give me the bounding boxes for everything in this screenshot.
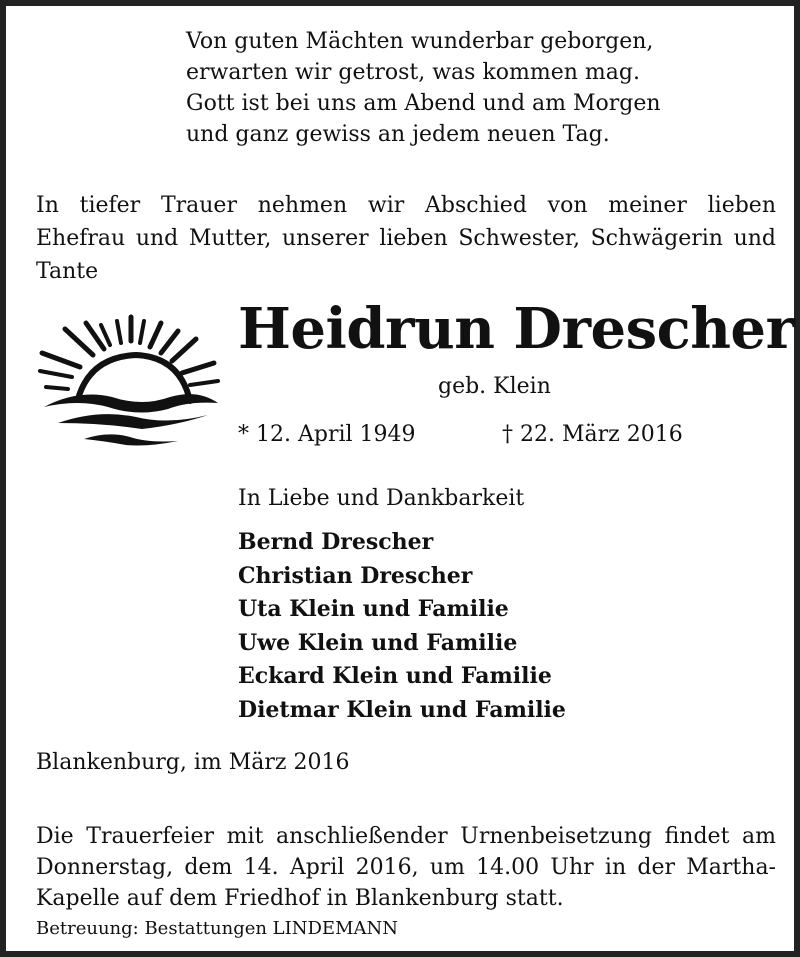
intro-text bbox=[36, 189, 776, 288]
mourner: Eckard Klein und Familie bbox=[238, 663, 552, 689]
mourner: Uwe Klein und Familie bbox=[238, 629, 518, 656]
poem-line: Gott ist bei uns am Abend und am Morgen bbox=[186, 91, 661, 116]
poem-line: erwarten wir getrost, was kommen mag. bbox=[186, 60, 640, 85]
poem-line: und ganz gewiss an jedem neuen Tag. bbox=[186, 122, 610, 147]
funeral-service-text bbox=[36, 821, 776, 914]
intro-line: Tante bbox=[36, 259, 99, 284]
service-line: Die Trauerfeier mit anschließender Urnenbeisetzung findet am bbox=[36, 824, 776, 849]
maiden-name: geb. Klein bbox=[438, 374, 551, 399]
place-and-date: Blankenburg, im März 2016 bbox=[36, 750, 350, 775]
poem bbox=[186, 26, 661, 150]
mourner: Christian Drescher bbox=[238, 562, 473, 589]
death-date: † 22. März 2016 bbox=[502, 422, 683, 447]
deceased-name: Heidrun Drescher bbox=[238, 296, 795, 362]
birth-date: * 12. April 1949 bbox=[238, 422, 416, 447]
love-line: In Liebe und Dankbarkeit bbox=[238, 486, 525, 511]
mourner: Dietmar Klein und Familie bbox=[238, 696, 566, 723]
intro-line: Ehefrau und Mutter, unserer lieben Schwester, Schwägerin und bbox=[36, 226, 776, 251]
funeral-home: Betreuung: Bestattungen LINDEMANN bbox=[36, 918, 398, 939]
service-line: Donnerstag, dem 14. April 2016, um 14.00 Uhr in der Martha- bbox=[36, 855, 776, 880]
service-line: Kapelle auf dem Friedhof in Blankenburg statt. bbox=[36, 886, 564, 911]
setting-sun-icon bbox=[38, 311, 223, 461]
mourner: Bernd Drescher bbox=[238, 529, 434, 555]
intro-line: In tiefer Trauer nehmen wir Abschied von meiner lieben bbox=[36, 193, 776, 218]
mourners-list bbox=[238, 526, 566, 727]
poem-line: Von guten Mächten wunderbar geborgen, bbox=[186, 29, 654, 54]
mourner: Uta Klein und Familie bbox=[238, 596, 509, 622]
